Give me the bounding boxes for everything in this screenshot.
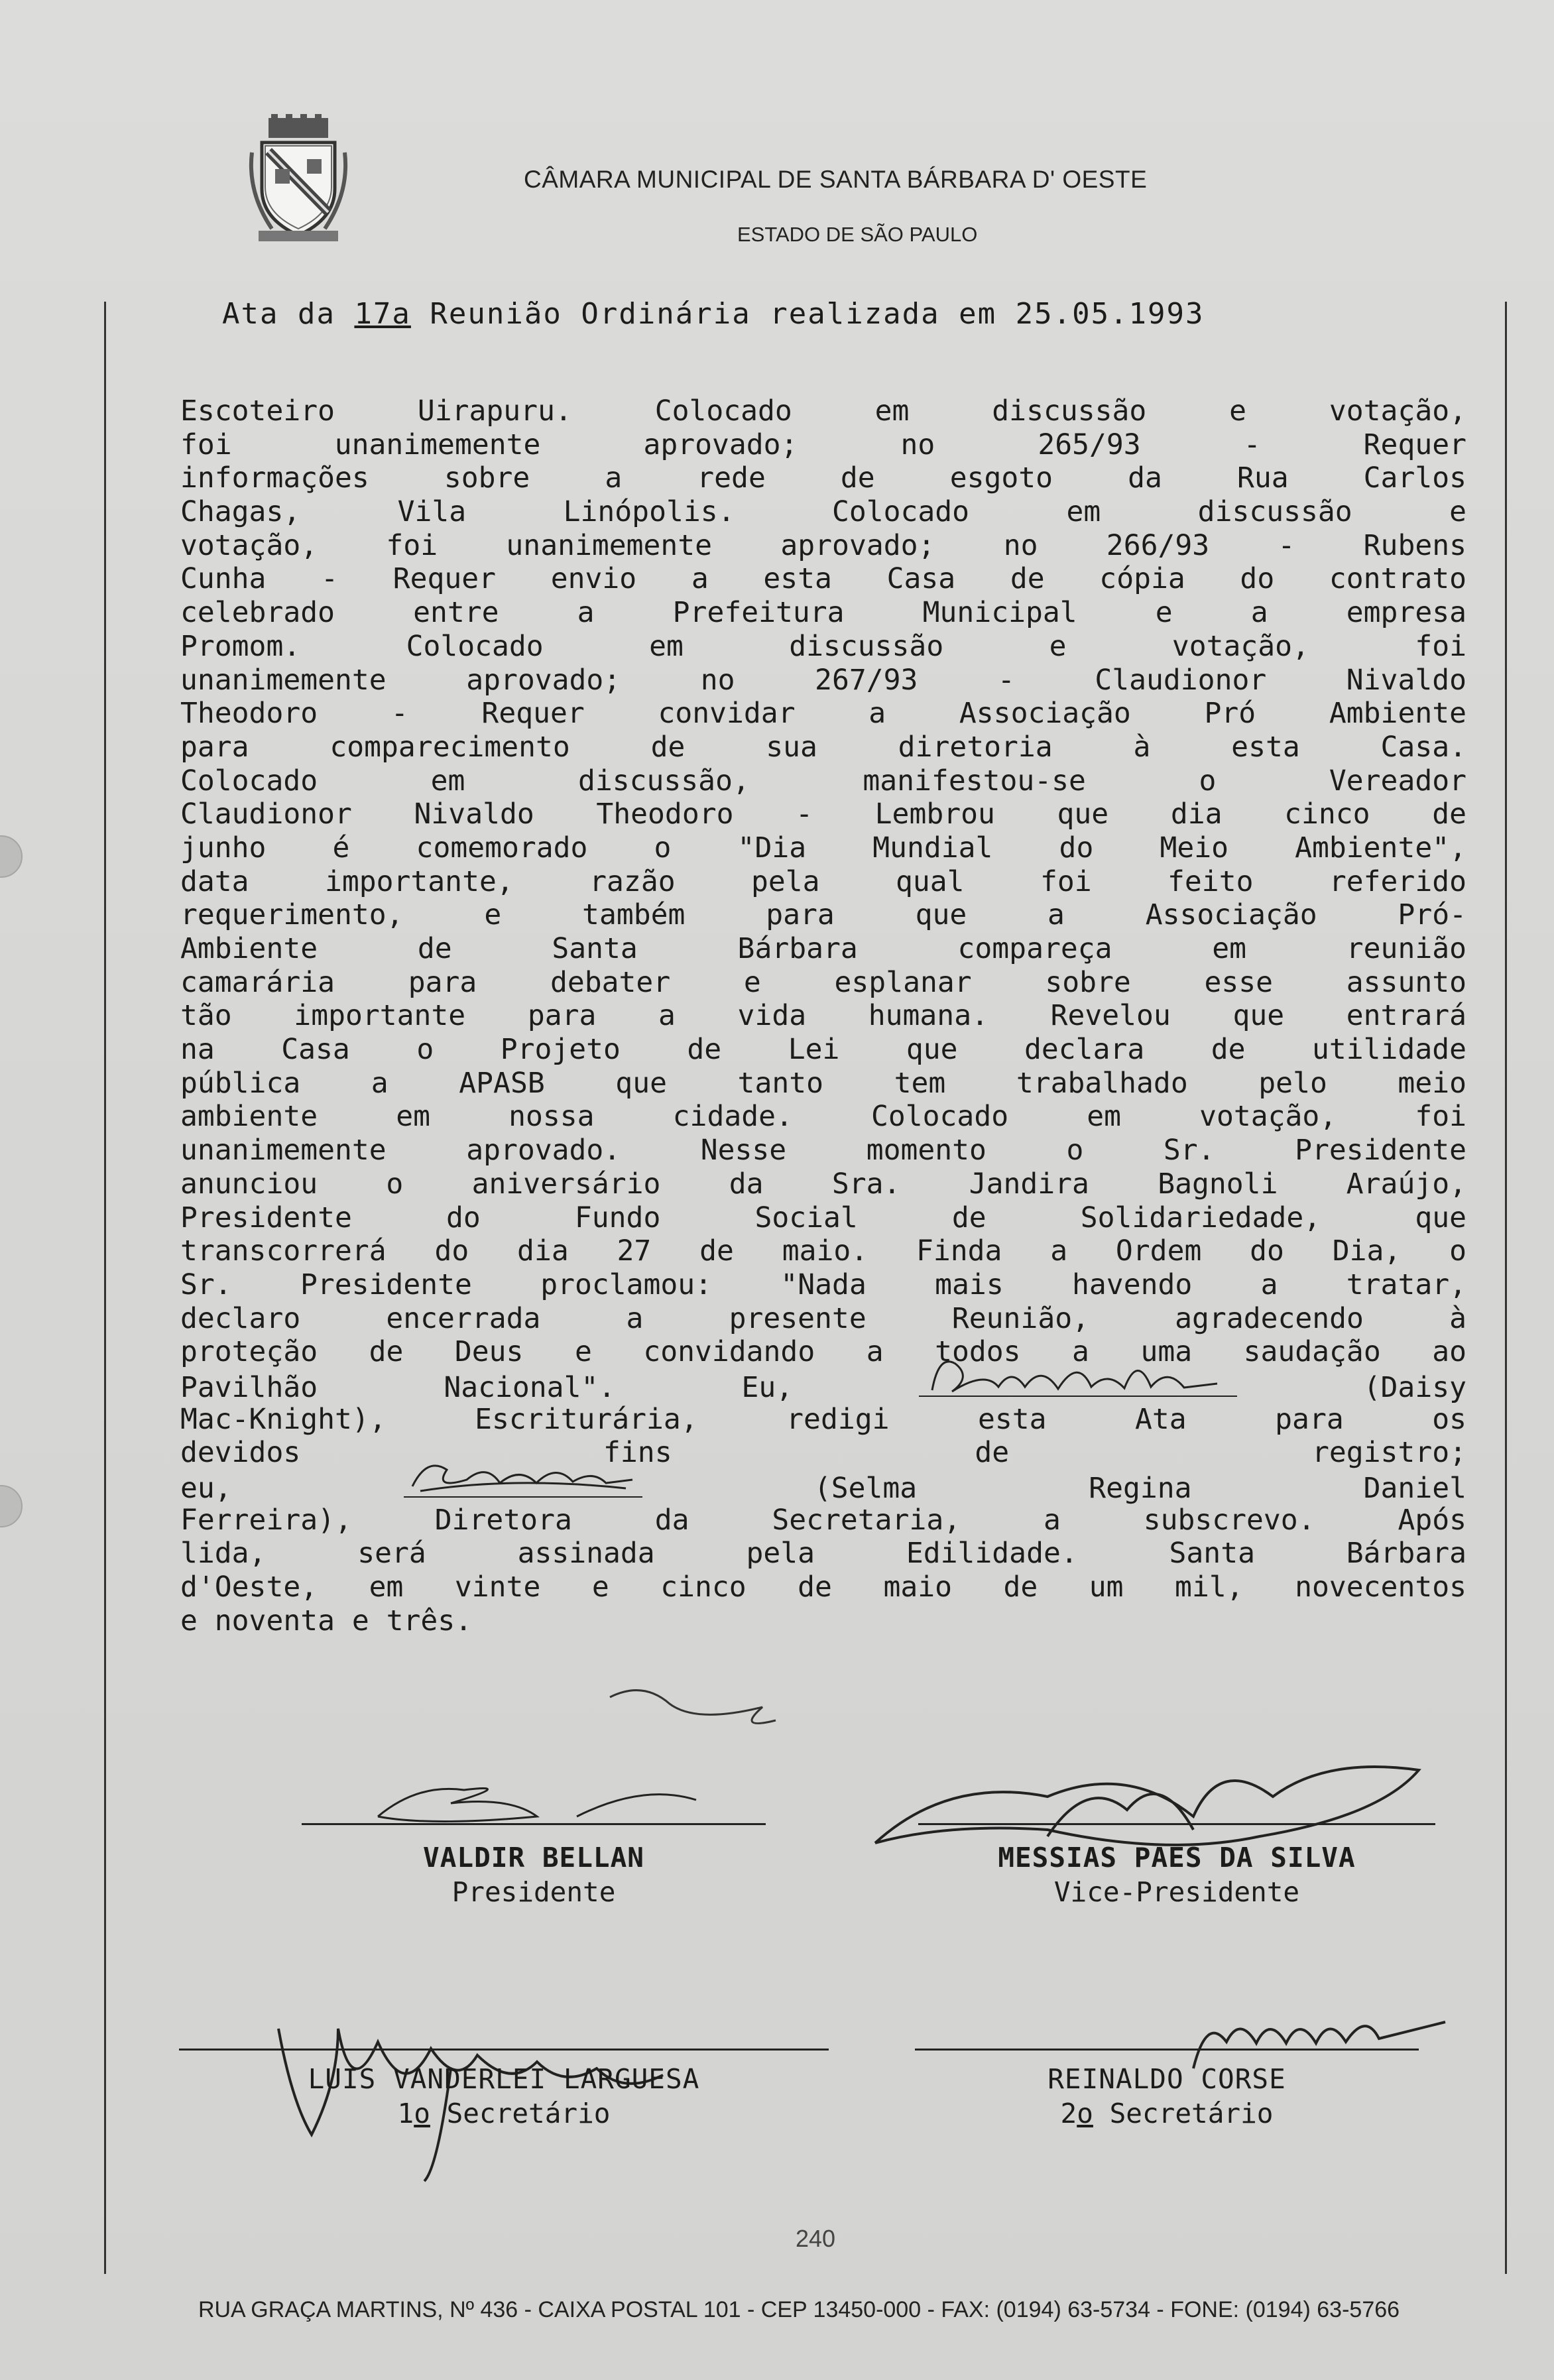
page-number: 240 [796,2225,836,2252]
body-line: proteção de Deus e convidando a todos a uma saudação ao [180,1335,1466,1369]
second-secretary-name: REINALDO CORSE [1047,2063,1286,2095]
body-line: data importante, razão pela qual foi feito referido [180,864,1466,898]
body-line: unanimemente aprovado; no 267/93 - Claudionor Nivaldo [180,663,1466,697]
vice-president-signature-line [918,1823,1435,1825]
selma-signature-mark [407,1450,639,1503]
body-line-writer: Pavilhão Nacional". Eu, (Daisy [180,1369,1466,1403]
body-line: Sr. Presidente proclamou: "Nada mais havendo a tratar, [180,1268,1466,1301]
first-secretary-signature-line [179,2049,829,2051]
body-line: Presidente do Fundo Social de Solidariedade, que [180,1201,1466,1234]
body-line: junho é comemorado o "Dia Mundial do Meio Ambiente", [180,831,1466,864]
body-line: requerimento, e também para que a Associação Pró- [180,898,1466,932]
state-name: ESTADO DE SÃO PAULO [737,223,978,246]
body-line: Chagas, Vila Linópolis. Colocado em discussão e [180,495,1466,529]
body-line: camarária para debater e esplanar sobre esse assunto [180,965,1466,999]
president-name: VALDIR BELLAN [423,1842,644,1874]
president-role: Presidente [451,1876,616,1908]
president-signature-line [302,1823,766,1825]
left-margin-rule [104,302,106,2274]
body-line: pública a APASB que tanto tem trabalhado pelo meio [180,1066,1466,1100]
body-line: na Casa o Projeto de Lei que declara de utilidade [180,1033,1466,1067]
body-line: Ambiente de Santa Bárbara compareça em reunião [180,932,1466,965]
body-line: Theodoro - Requer convidar a Associação Pró Ambiente [180,697,1466,731]
binder-hole [0,1485,23,1527]
municipal-crest-icon [249,113,348,245]
body-line: declaro encerrada a presente Reunião, agradecendo à [180,1301,1466,1335]
body-line: anunciou o aniversário da Sra. Jandira Bagnoli Araújo, [180,1167,1466,1201]
body-line: Cunha - Requer envio a esta Casa de cópia do contrato [180,562,1466,596]
first-secretary-name: LUIS VANDERLEI LARGUESA [308,2063,700,2095]
first-secretary-block [179,2063,829,2129]
footer-address: RUA GRAÇA MARTINS, Nº 436 - CAIXA POSTAL 101 - CEP 13450-000 - FAX: (0194) 63-5734 - FONE: (0194) 63-5766 [198,2297,1400,2322]
right-margin-rule [1505,302,1507,2274]
chamber-name: CÂMARA MUNICIPAL DE SANTA BÁRBARA D' OESTE [524,166,1148,193]
vice-president-block [918,1842,1435,1908]
body-line: informações sobre a rede de esgoto da Rua Carlos [180,461,1466,495]
binder-hole [0,835,23,878]
body-line: foi unanimemente aprovado; no 265/93 - Requer [180,428,1466,461]
body-line: devidos fins de registro; [180,1436,1466,1470]
daisy-signature-mark [926,1350,1230,1403]
body-line: Mac-Knight), Escriturária, redigi esta Ata para os [180,1402,1466,1436]
minutes-title: Ata da 17a Reunião Ordinária realizada em 25.05.1993 [222,297,1205,331]
minutes-body [180,394,1466,1637]
meeting-number: 17a [354,297,411,331]
director-signature [404,1470,642,1498]
body-line: transcorrerá do dia 27 de maio. Finda a Ordem do Dia, o [180,1234,1466,1268]
body-line: Escoteiro Uirapuru. Colocado em discussão e votação, [180,394,1466,428]
body-line: tão importante para a vida humana. Revelou que entrará [180,999,1466,1033]
body-line: votação, foi unanimemente aprovado; no 266/93 - Rubens [180,528,1466,562]
body-line: celebrado entre a Prefeitura Municipal e a empresa [180,596,1466,630]
second-secretary-role: 2o Secretário [1060,2098,1274,2129]
body-line: Promom. Colocado em discussão e votação, foi [180,629,1466,663]
writer-signature [919,1369,1237,1397]
body-line: lida, será assinada pela Edilidade. Santa Bárbara [180,1537,1466,1571]
second-secretary-signature-line [915,2049,1419,2051]
president-signature-mark [298,1684,928,1856]
body-line: Ferreira), Diretora da Secretaria, a subscrevo. Após [180,1503,1466,1537]
second-secretary-block [915,2063,1419,2129]
vice-president-name: MESSIAS PAES DA SILVA [998,1842,1356,1874]
body-line: unanimemente aprovado. Nesse momento o Sr. Presidente [180,1134,1466,1167]
body-line: d'Oeste, em vinte e cinco de maio de um mil, novecentos [180,1571,1466,1604]
body-line-director: eu, (Selma Regina Daniel [180,1470,1466,1504]
president-block [302,1842,766,1908]
body-line: e noventa e três. [180,1604,473,1637]
body-line: Claudionor Nivaldo Theodoro - Lembrou que dia cinco de [180,798,1466,831]
body-line: para comparecimento de sua diretoria à esta Casa. [180,730,1466,764]
first-secretary-role: 1o Secretário [397,2098,611,2129]
vice-president-role: Vice-Presidente [1053,1876,1300,1908]
body-line: Colocado em discussão, manifestou-se o Vereador [180,764,1466,798]
body-line: ambiente em nossa cidade. Colocado em votação, foi [180,1100,1466,1134]
